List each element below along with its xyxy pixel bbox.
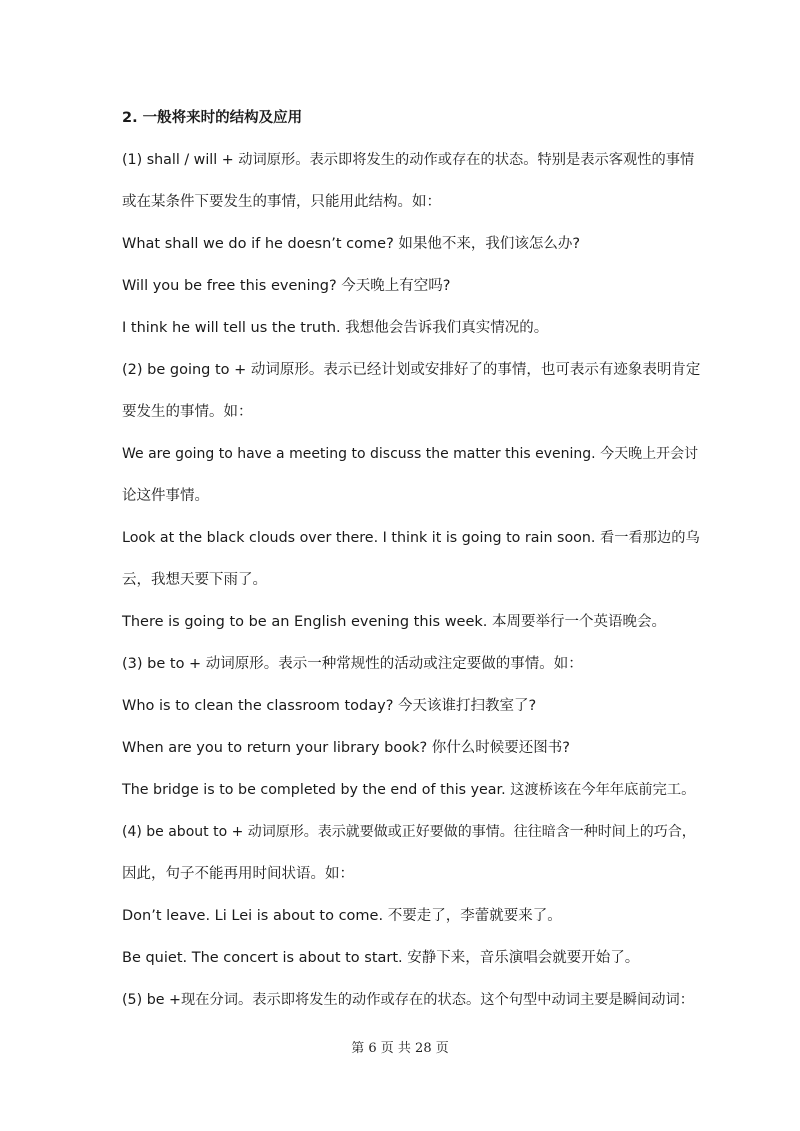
text-line: (1) shall / will + 动词原形。表示即将发生的动作或存在的状态。特别是表示客观性的事情: [122, 152, 695, 168]
text-line: 云，我想天要下雨了。: [122, 572, 267, 588]
text-line: We are going to have a meeting to discuss the matter this evening. 今天晚上开会讨: [122, 446, 699, 462]
text-line: (5) be +现在分词。表示即将发生的动作或存在的状态。这个句型中动词主要是瞬间动词：: [122, 992, 694, 1008]
text-line: Be quiet. The concert is about to start. 安静下来，音乐演唱会就要开始了。: [122, 950, 640, 966]
text-line: The bridge is to be completed by the end of this year. 这渡桥该在今年年底前完工。: [122, 782, 696, 798]
text-line: When are you to return your library book? 你什么时候要还图书?: [122, 740, 570, 756]
text-line: (2) be going to + 动词原形。表示已经计划或安排好了的事情，也可表示有迹象表明肯定: [122, 362, 701, 378]
section-heading: 2. 一般将来时的结构及应用: [122, 110, 303, 126]
text-line: 要发生的事情。如：: [122, 404, 253, 420]
text-line: 或在某条件下要发生的事情，只能用此结构。如：: [122, 194, 441, 210]
text-line: What shall we do if he doesn’t come? 如果他不来，我们该怎么办?: [122, 236, 581, 252]
text-line: Will you be free this evening? 今天晚上有空吗?: [122, 278, 451, 294]
text-line: 论这件事情。: [122, 488, 209, 504]
page-number: 第 6 页 共 28 页: [351, 1041, 449, 1056]
text-line: (4) be about to + 动词原形。表示就要做或正好要做的事情。往往暗含一种时间上的巧合，: [122, 824, 696, 840]
text-line: 因此，句子不能再用时间状语。如：: [122, 866, 354, 882]
text-line: Who is to clean the classroom today? 今天该谁打扫教室了?: [122, 698, 537, 714]
text-line: Don’t leave. Li Lei is about to come. 不要走了，李蕾就要来了。: [122, 908, 562, 924]
text-line: Look at the black clouds over there. I think it is going to rain soon. 看一看那边的乌: [122, 530, 700, 546]
text-line: There is going to be an English evening this week. 本周要举行一个英语晚会。: [122, 614, 667, 630]
text-line: I think he will tell us the truth. 我想他会告诉我们真实情况的。: [122, 320, 549, 336]
text-line: (3) be to + 动词原形。表示一种常规性的活动或注定要做的事情。如：: [122, 656, 583, 672]
